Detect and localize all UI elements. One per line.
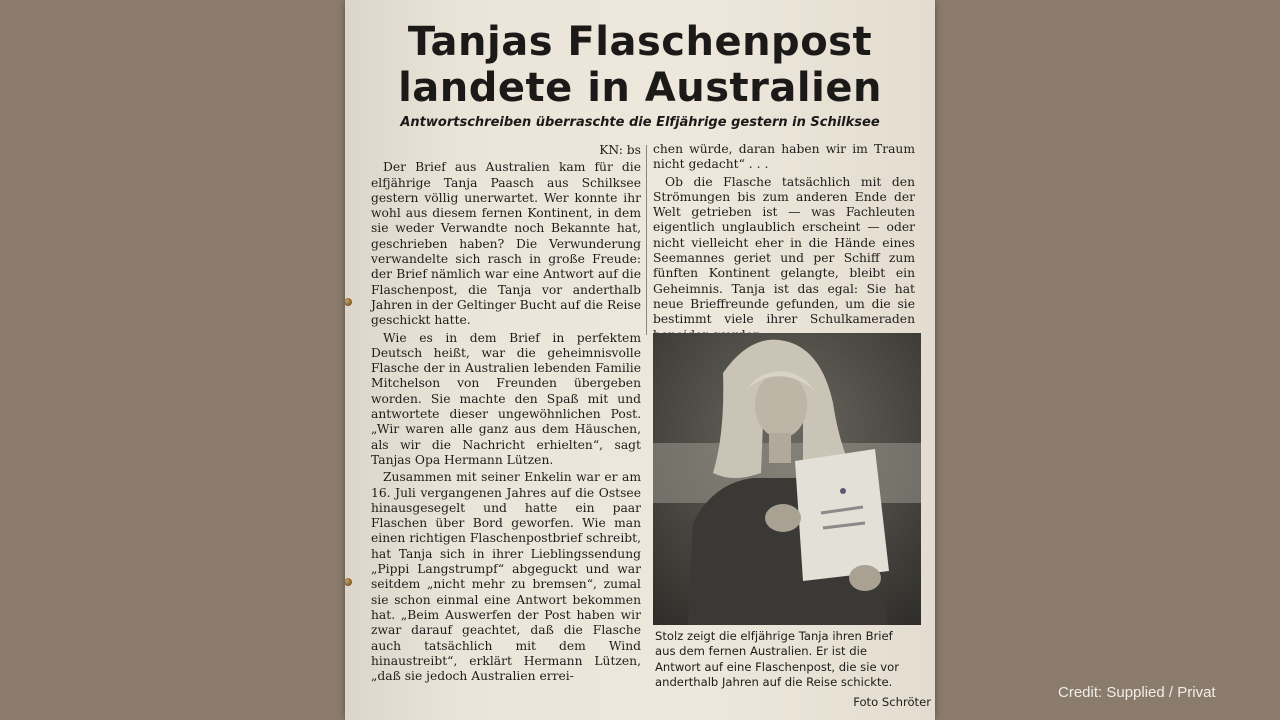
article-paragraph: Zusammen mit seiner Enkelin war er am 16. Juli vergangenen Jahres auf die Ostsee hinausgesegelt und hatte ein paar Flaschen über Bord geworfen. Wie man einen richtigen Flaschenpostbrief schreibt, hat Tanja sich in ihrer Lieblingssendung „Pippi Langstrumpf“ abgeguckt und war seitdem „nicht mehr zu bremsen“, zumal sie schon einmal eine Antwort bekommen hat. „Beim Auswerfen der Post haben wir zwar darauf geachtet, daß die Flasche auch tatsächlich mit dem Wind hinaustreibt“, erklärt Hermann Lützen, „daß sie jedoch Australien errei-: [371, 470, 641, 684]
subheadline: Antwortschreiben überraschte die Elfjährige gestern in Schilksee: [400, 115, 880, 130]
article-continuation: chen würde, daran haben wir im Traum nicht gedacht“ . . .: [653, 142, 915, 172]
article-paragraph: Wie es in dem Brief in perfektem Deutsch heißt, war die geheimnisvolle Flasche der in Australien lebenden Familie Mitchelson von Freunden übergeben worden. Sie machte den Spaß mit und antwortete dieser ungewöhnlichen Post. „Wir waren alle ganz aus dem Häuschen, als wir die Nachricht erhielten“, sagt Tanjas Opa Hermann Lützen.: [371, 330, 641, 467]
caption-line: Stolz zeigt die elfjährige Tanja ihren Brief: [655, 629, 893, 643]
photo-illustration: [653, 333, 921, 625]
pin-icon: [345, 578, 352, 586]
image-credit: Credit: Supplied / Privat: [1058, 684, 1216, 701]
headline-line-1: Tanjas Flaschenpost: [407, 19, 873, 65]
article-column-left: [371, 143, 641, 684]
caption-line: aus dem fernen Australien. Er ist die: [655, 644, 867, 659]
photo-caption: [655, 629, 935, 690]
article-paragraph: Der Brief aus Australien kam für die elfjährige Tanja Paasch aus Schilksee gestern völlig unerwartet. Wer konnte ihr wohl aus diesem fernen Kontinent, in dem sie weder Verwandte noch Bekannte hat, geschrieben haben? Die Verwunderung verwandelte sich rasch in große Freude: der Brief nämlich war eine Antwort auf die Flaschenpost, die Tanja vor anderthalb Jahren in der Geltinger Bucht auf die Reise geschickt hatte.: [371, 160, 641, 328]
article-paragraph: Ob die Flasche tatsächlich mit den Strömungen bis zum anderen Ende der Welt getrieben ist — was Fachleuten eigentlich unglaublich erscheint — oder nicht vielleicht eher in die Hände eines Seemannes geriet und per Schiff zum fünften Kontinent gelangte, bleibt ein Geheimnis. Tanja ist das egal: Sie hat neue Brieffreunde gefunden, um die sie bestimmt viele ihrer Schulkameraden: [653, 174, 915, 327]
headline-line-2: landete in Australien: [398, 65, 882, 111]
photo-credit: Foto Schröter: [853, 695, 931, 709]
newspaper-clipping: [345, 0, 935, 720]
column-divider: [646, 145, 647, 335]
article-column-right: [653, 142, 915, 343]
caption-line: anderthalb Jahren auf die Reise schickte.: [655, 674, 893, 689]
photo-girl-with-letter: [653, 333, 921, 625]
caption-line: Antwort auf eine Flaschenpost, die sie vor: [655, 659, 899, 674]
pin-icon: [345, 298, 352, 306]
byline: KN: bs: [599, 143, 641, 157]
